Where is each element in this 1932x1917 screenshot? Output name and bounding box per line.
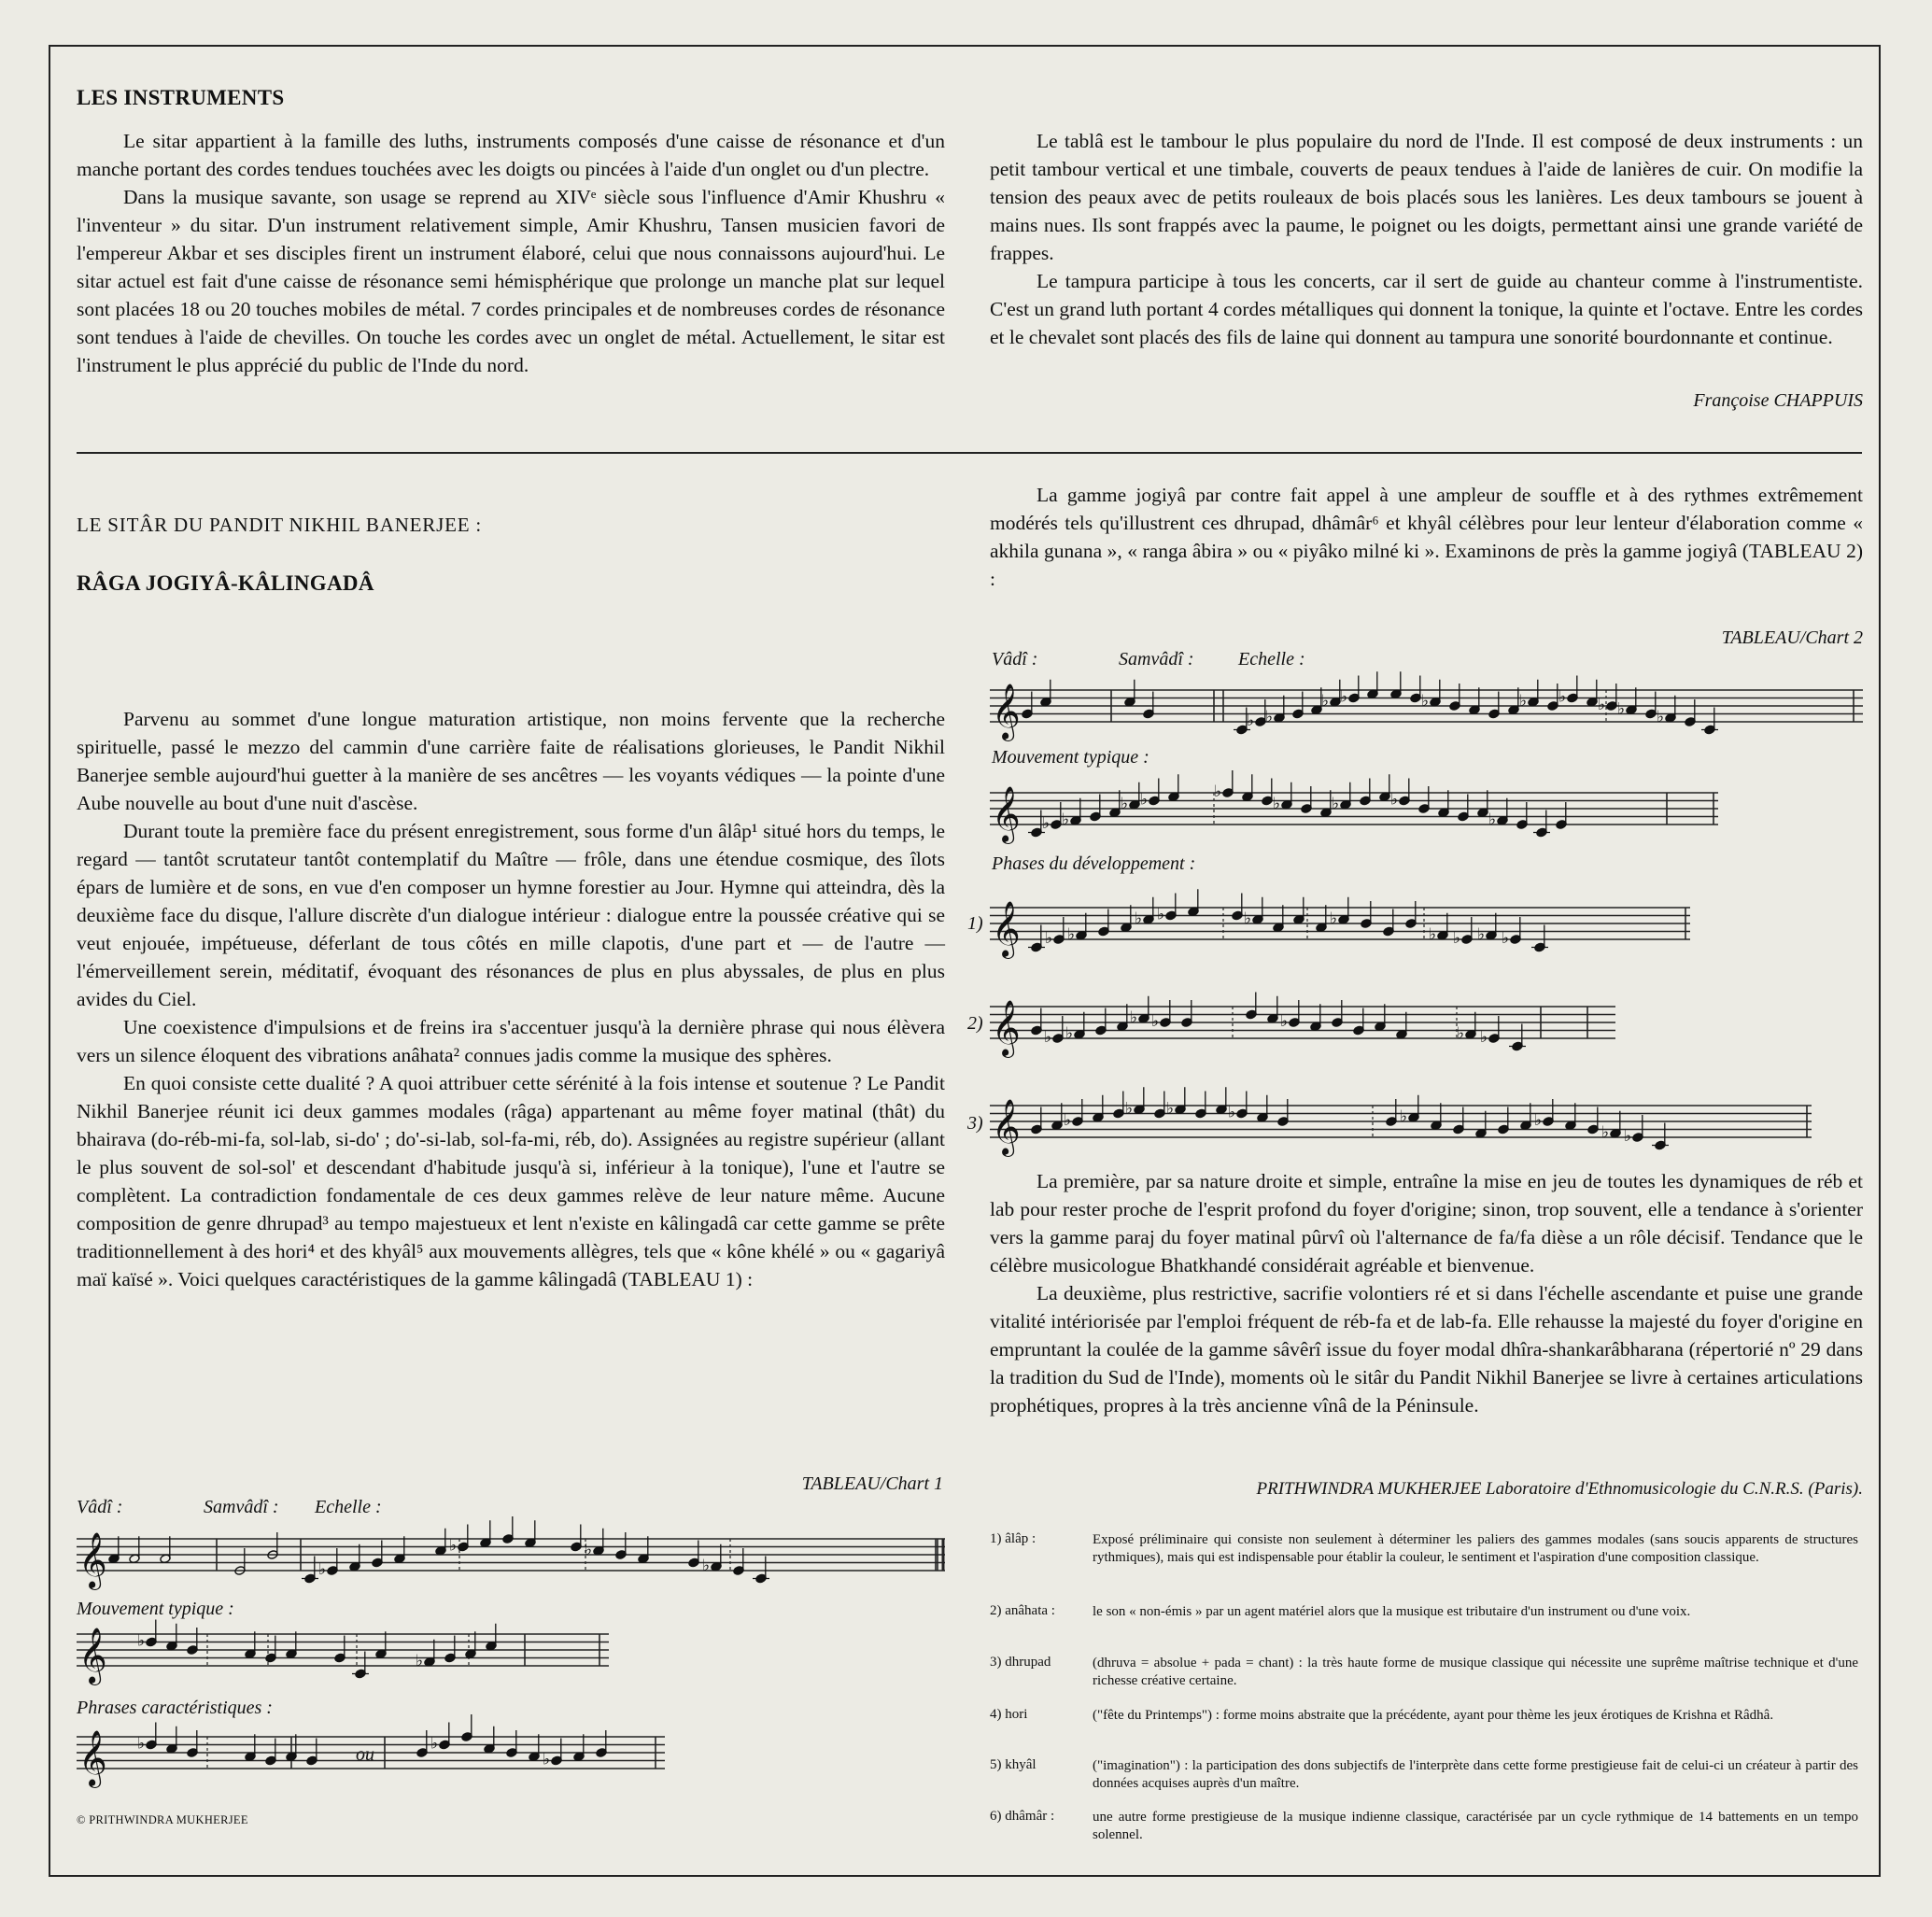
paragraph: Le tablâ est le tambour le plus populaire du nord de l'Inde. Il est composé de deux instruments : un petit tambour vertical et une timbale, couverts de peaux tendues à l'aide de lanières de cuir. On modifie la tension des peaux avec de petits rouleaux de bois placés sous les lanières. Les deux tambours se jouent à mains nues. Ils sont frappés avec la paume, le poignet ou les doigts, permettant ainsi une grande variété de frappes. (990, 130, 1863, 264)
instruments-signature: Françoise CHAPPUIS (1693, 390, 1863, 411)
chart2-mouvement-label: Mouvement typique : (992, 747, 1149, 768)
treble-clef-icon: 𝄞 (992, 1000, 1021, 1056)
paragraph: Durant toute la première face du présent enregistrement, sous forme d'un âlâp¹ situé hors du temps, le regard — tantôt scrutateur tantôt contemplatif du Maître — frôle, dans une étendue cosmique, des îlots épars de lumière et de sons, en vue d'en composer un hymne forestier au Jour. Hymne qui atteindra, dès la deuxième face du disque, l'allure discrète d'un dialogue intérieur : dialogue entre la poussée créative qui se veut enjouée, impétueuse, déferlant de tous côtés en mille clapotis, d'une part et — de l'autre — l'émerveillement serein, méditatif, évoquant des résonances de plus en plus abyssales, de plus en plus avides du Ciel. (77, 820, 945, 1010)
footnote-term: 1) âlâp : (990, 1531, 1037, 1546)
svg-text:♭: ♭ (1135, 909, 1143, 928)
svg-text:♭: ♭ (449, 1536, 458, 1556)
footnote-definition: Exposé préliminaire qui consiste non seulement à déterminer les paliers des gammes modales (sans soucis apparents de structures rythmiques), mais qui est indispensable pour établir la couleur, le sentiment et l'aspiration d'une composition classique. (1093, 1532, 1858, 1565)
paragraph: La gamme jogiyâ par contre fait appel à une ampleur de souffle et à des rythmes extrêmement modérés tels qu'illustrent ces dhrupad, dhâmâr⁶ et khyâl célèbres pour leur lenteur d'élaboration comme « akhila gunana », « ranga âbira » ou « piyâko milné ki ». Examinons de près la gamme jogiyâ (TABLEAU 2) : (990, 484, 1863, 590)
svg-text:♭: ♭ (1330, 909, 1338, 928)
footnote-term: 2) anâhata : (990, 1603, 1055, 1618)
svg-text:♭: ♭ (1042, 814, 1051, 833)
svg-text:♭: ♭ (1044, 1028, 1052, 1047)
sitar-after-chart-text (990, 1167, 1863, 1419)
svg-text:♭: ♭ (1400, 1107, 1408, 1126)
svg-text:♭: ♭ (1157, 905, 1165, 924)
chart2-caption: TABLEAU/Chart 2 (1721, 627, 1863, 648)
treble-clef-icon: 𝄞 (992, 684, 1021, 740)
footnote (990, 1655, 1858, 1690)
svg-text:♭: ♭ (416, 1651, 424, 1670)
treble-clef-icon: 𝄞 (992, 786, 1021, 842)
treble-clef-icon: 𝄞 (992, 901, 1021, 957)
svg-text:♭: ♭ (1062, 810, 1070, 829)
svg-text:♭: ♭ (1457, 1023, 1465, 1043)
chart2-phase-1-label: 1) (967, 913, 983, 934)
svg-text:♭: ♭ (1519, 691, 1528, 711)
svg-text:♭: ♭ (1421, 691, 1430, 711)
chart2-staff-1 (990, 679, 1863, 739)
chart2-phase-3-label: 3) (967, 1113, 983, 1134)
chart2-phases-label: Phases du développement : (992, 853, 1196, 874)
paragraph: Parvenu au sommet d'une longue maturation artistique, non moins fervente que la recherche spirituelle, passé le mezzo del cammin d'une carrière faite de réalisations glorieuses, le Pandit Nikhil Banerjee semble aujourd'hui guetter à la manière de ses ancêtres — les voyants védiques — la pointe d'une Aube nouvelle au bout d'une nuit d'ascèse. (77, 708, 945, 814)
paragraph: Le tampura participe à tous les concerts, car il sert de guide au chanteur comme à l'instrumentiste. C'est un grand luth portant 4 cordes métalliques qui donnent la tonique, la quinte et l'octave. Entre les cordes et le chevalet sont placés des fils de laine qui donnent au tampura une sonorité bourdonnante et continue. (990, 270, 1863, 348)
svg-text:♭: ♭ (1601, 1122, 1610, 1142)
instruments-right-text (990, 127, 1863, 351)
svg-text:♭: ♭ (1166, 1099, 1175, 1119)
paragraph: La deuxième, plus restrictive, sacrifie volontiers ré et si dans l'échelle ascendante et puise une grande vitalité intériorisée par l'emploi fréquent de réb-fa et de lab-fa. Elle rehausse la majesté du foyer d'origine en empruntant la coulée de la gamme sâvêrî issue du foyer modal dhîra-shankarâbharana (répertorié nº 29 dans la tradition du Sud de l'Inde), moments où le sitâr du Pandit Nikhil Banerjee se livre à certaines articulations prophétiques, propres à la très ancienne vînâ de la Péninsule. (990, 1282, 1863, 1417)
treble-clef-icon: 𝄞 (78, 1628, 107, 1684)
chart2-staff-4 (990, 995, 1615, 1055)
svg-text:♭: ♭ (137, 1631, 146, 1651)
svg-text:♭: ♭ (1045, 929, 1053, 948)
svg-text:♭: ♭ (1265, 707, 1274, 726)
footnote (990, 1757, 1858, 1793)
svg-text:♭: ♭ (1617, 699, 1626, 719)
chart1-phrases-label: Phrases caractéristiques : (77, 1698, 273, 1718)
chart2-echelle-label: Echelle : (1238, 649, 1305, 670)
instruments-left-text (77, 127, 945, 379)
svg-text:♭: ♭ (1558, 687, 1567, 707)
svg-text:♭: ♭ (1480, 1028, 1488, 1047)
svg-text:♭: ♭ (543, 1750, 551, 1769)
svg-text:♭: ♭ (318, 1560, 327, 1579)
chart1-echelle-label: Echelle : (315, 1497, 382, 1517)
svg-text:♭: ♭ (1453, 929, 1461, 948)
chart1-samvadi-label: Samvâdî : (204, 1497, 279, 1517)
chart1-vadi-label: Vâdî : (77, 1497, 123, 1517)
svg-text:♭: ♭ (1121, 794, 1129, 813)
svg-text:♭: ♭ (430, 1734, 439, 1754)
treble-clef-icon: 𝄞 (992, 1099, 1021, 1155)
svg-text:♭: ♭ (585, 1540, 593, 1559)
svg-text:♭: ♭ (1657, 707, 1665, 726)
footnote-term: 5) khyâl (990, 1757, 1037, 1772)
svg-text:♭: ♭ (1065, 1023, 1074, 1043)
footnote (990, 1603, 1858, 1621)
svg-text:♭: ♭ (1130, 1008, 1138, 1027)
svg-text:♭: ♭ (1151, 1012, 1160, 1031)
treble-clef-icon: 𝄞 (78, 1730, 107, 1786)
footnote-definition: ("fête du Printemps") : forme moins abstraite que la précédente, ayant pour thème les jeux érotiques de Krishna et Râdhâ. (1093, 1708, 1774, 1723)
svg-text:♭: ♭ (1125, 1099, 1134, 1119)
chart2-phase-2-label: 2) (967, 1013, 983, 1034)
svg-text:♭: ♭ (1340, 687, 1348, 707)
author-credit: PRITHWINDRA MUKHERJEE Laboratoire d'Ethnomusicologie du C.N.R.S. (Paris). (1256, 1479, 1863, 1499)
footnote-term: 3) dhrupad (990, 1655, 1051, 1670)
paragraph: Le sitar appartient à la famille des luths, instruments composés d'une caisse de résonance et d'un manche portant des cordes tendues touchées avec les doigts ou pincées à l'aide d'un onglet ou d'un plectre. (77, 130, 945, 180)
footnote-term: 6) dhâmâr : (990, 1809, 1055, 1824)
svg-text:♭: ♭ (1321, 691, 1330, 711)
section-divider (77, 452, 1862, 454)
chart1-mouvement-label: Mouvement typique : (77, 1599, 234, 1619)
svg-text:♭: ♭ (1067, 924, 1076, 944)
sitar-left-text (77, 705, 945, 1293)
svg-text:♭: ♭ (1214, 782, 1222, 801)
svg-text:♭: ♭ (702, 1556, 711, 1575)
paragraph: Une coexistence d'impulsions et de freins ira s'accentuer jusqu'à la dernière phrase qui nous élèvera vers un silence éloquent des vibrations anâhata² connues jadis comme la musique des sphères. (77, 1016, 945, 1066)
chart2-staff-3 (990, 896, 1690, 956)
svg-text:♭: ♭ (1064, 1111, 1072, 1130)
svg-text:♭: ♭ (1280, 1012, 1289, 1031)
footnote (990, 1531, 1858, 1567)
chart1-ou-label: ou (356, 1744, 374, 1765)
raga-title: RÂGA JOGIYÂ-KÂLINGADÂ (77, 571, 374, 595)
footnote-definition: une autre forme prestigieuse de la musique indienne classique, caractérisée par un cycle rythmique de 14 battements en un tempo solennel. (1093, 1810, 1858, 1842)
svg-text:♭: ♭ (1534, 1111, 1543, 1130)
instruments-heading: LES INSTRUMENTS (77, 86, 285, 109)
svg-text:♭: ♭ (1624, 1127, 1632, 1146)
chart2-samvadi-label: Samvâdî : (1119, 649, 1194, 670)
svg-text:♭: ♭ (137, 1734, 146, 1754)
footnote-definition: (dhruva = absolue + pada = chant) : la très haute forme de musique classique qui nécessite une suprême maîtrise technique et d'une richesse créative certaine. (1093, 1656, 1858, 1688)
sitar-right-text (990, 481, 1863, 593)
svg-text:♭: ♭ (1488, 810, 1497, 829)
svg-text:♭: ♭ (1247, 712, 1255, 730)
paragraph: Dans la musique savante, son usage se reprend au XIVᵉ siècle sous l'influence d'Amir Khushru « l'inventeur » du sitar. D'un instrument relativement simple, Amir Khushru, Tansen musicien favori de l'empereur Akbar et ses disciples firent un instrument élaboré, celui que nous connaissons aujourd'hui. Le sitar actuel est fait d'une caisse de résonance semi hémisphérique que prolonge un manche plat sur lequel sont placées 18 ou 20 touches mobiles de métal. 7 cordes principales et de nombreuses cordes de résonance sont tendues à l'aide de chevilles. On touche les cordes avec un onglet de métal. Actuellement, le sitar est l'instrument le plus apprécié du public de l'Inde du nord. (77, 186, 945, 376)
svg-text:♭: ♭ (1390, 790, 1399, 810)
footnote-definition: ("imagination") : la participation des dons subjectifs de l'interprète dans cette forme prestigieuse fait de celui-ci un créateur à partir des données acquises auprès d'un maître. (1093, 1758, 1858, 1791)
chart1-caption: TABLEAU/Chart 1 (801, 1473, 943, 1494)
svg-text:♭: ♭ (1228, 1103, 1236, 1122)
chart2-staff-2 (990, 782, 1718, 841)
svg-text:♭: ♭ (1140, 790, 1149, 810)
paragraph: En quoi consiste cette dualité ? A quoi attribuer cette sérénité à la fois intense et soutenue ? Le Pandit Nikhil Banerjee réunit ici deux gammes modales (râga) appartenant au même foyer matinal (thât) du bhairava (do-réb-mi-fa, sol-lab, si-do' ; do'-si-lab, sol-fa-mi, réb, do). Assignées au registre supérieur (allant le plus souvent de sol-sol' et descendant d'habitude jusqu'à si, inférieur à la tonique), l'une et l'autre se complètent. La contradiction fondamentale de ces deux gammes relève de leur nature même. Aucune composition de genre dhrupad³ au tempo majestueux et lent n'existe en kâlingadâ car cette gamme se prête traditionnellement à des hori⁴ et des khyâl⁵ aux mouvements allègres, tels que « kône khélé » ou « gagariyâ maï kaïsé ». Voici quelques caractéristiques de la gamme kâlingadâ (TABLEAU 1) : (77, 1072, 945, 1290)
chart2-staff-5 (990, 1094, 1812, 1154)
chart1-staff-1 (77, 1528, 945, 1587)
copyright: © PRITHWINDRA MUKHERJEE (77, 1813, 248, 1826)
svg-text:♭: ♭ (1502, 929, 1510, 948)
footnote-term: 4) hori (990, 1707, 1028, 1722)
svg-text:♭: ♭ (1598, 696, 1606, 714)
paragraph: La première, par sa nature droite et simple, entraîne la mise en jeu de toutes les dynamiques de réb et lab pour rester proche de l'esprit profond du foyer d'origine; sinon, trop souvent, elle a tendance à s'orienter vers la gamme paraj du foyer matinal pûrvî où l'alternance de fa/fa dièse a un rôle décisif. Tendance que le célèbre musicologue Bhatkhandé considérait agréable et bienvenue. (990, 1170, 1863, 1276)
footnote (990, 1809, 1858, 1844)
svg-text:♭: ♭ (1332, 794, 1340, 813)
chart1-staff-3 (77, 1726, 665, 1785)
footnote (990, 1707, 1858, 1725)
svg-text:♭: ♭ (1273, 794, 1281, 813)
footnote-definition: le son « non-émis » par un agent matériel alors que la musique est tributaire d'un instrument ou d'une voix. (1093, 1604, 1691, 1619)
treble-clef-icon: 𝄞 (78, 1532, 107, 1588)
chart1-staff-2 (77, 1623, 609, 1683)
chart2-vadi-label: Vâdî : (992, 649, 1038, 670)
svg-text:♭: ♭ (1244, 909, 1252, 928)
svg-text:♭: ♭ (1477, 924, 1486, 944)
svg-text:♭: ♭ (1429, 924, 1437, 944)
sitar-title: LE SITÂR DU PANDIT NIKHIL BANERJEE : (77, 514, 483, 536)
